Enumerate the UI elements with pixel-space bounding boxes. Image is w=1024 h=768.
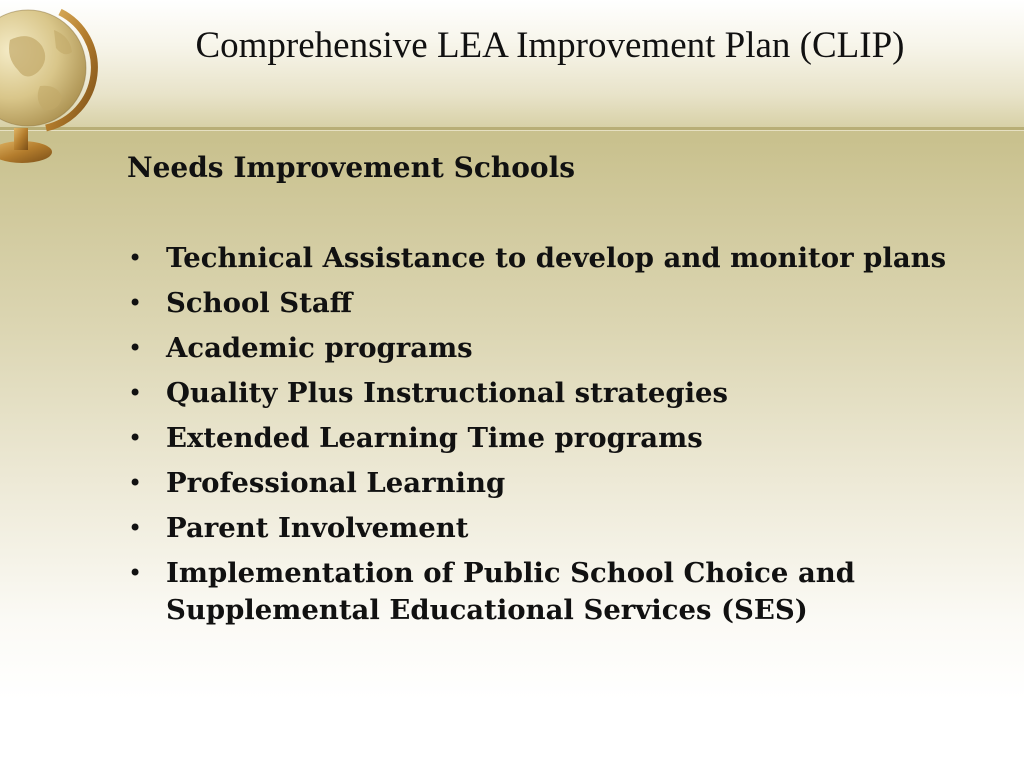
bullet-text: Technical Assistance to develop and monitor plans <box>166 242 947 274</box>
slide-title: Comprehensive LEA Improvement Plan (CLIP) <box>195 25 905 66</box>
bullet-dot-icon: • <box>128 244 143 272</box>
bullet-item <box>128 555 988 629</box>
bullet-item <box>128 330 988 367</box>
bullet-item <box>128 240 988 277</box>
header-divider <box>0 127 1024 131</box>
bullet-text: Professional Learning <box>166 467 506 499</box>
bullet-text: Parent Involvement <box>166 512 469 544</box>
bullet-text: Extended Learning Time programs <box>166 422 703 454</box>
bullet-dot-icon: • <box>128 514 143 542</box>
bullet-item <box>128 465 988 502</box>
bullet-dot-icon: • <box>128 334 143 362</box>
bullet-dot-icon: • <box>128 559 143 587</box>
bullet-text: Academic programs <box>166 332 473 364</box>
bullet-text: Quality Plus Instructional strategies <box>166 377 729 409</box>
bullet-text: Implementation of Public School Choice and Supplemental Educational Services (SES) <box>166 557 855 626</box>
bullet-item <box>128 420 988 457</box>
globe-icon <box>0 0 110 172</box>
bullet-text: School Staff <box>166 287 353 319</box>
bullet-dot-icon: • <box>128 469 143 497</box>
bullet-item <box>128 285 988 322</box>
bullet-item <box>128 375 988 412</box>
bullet-list <box>128 240 988 637</box>
slide-subtitle: Needs Improvement Schools <box>127 151 575 184</box>
bullet-item <box>128 510 988 547</box>
bullet-dot-icon: • <box>128 424 143 452</box>
bullet-dot-icon: • <box>128 379 143 407</box>
bullet-dot-icon: • <box>128 289 143 317</box>
